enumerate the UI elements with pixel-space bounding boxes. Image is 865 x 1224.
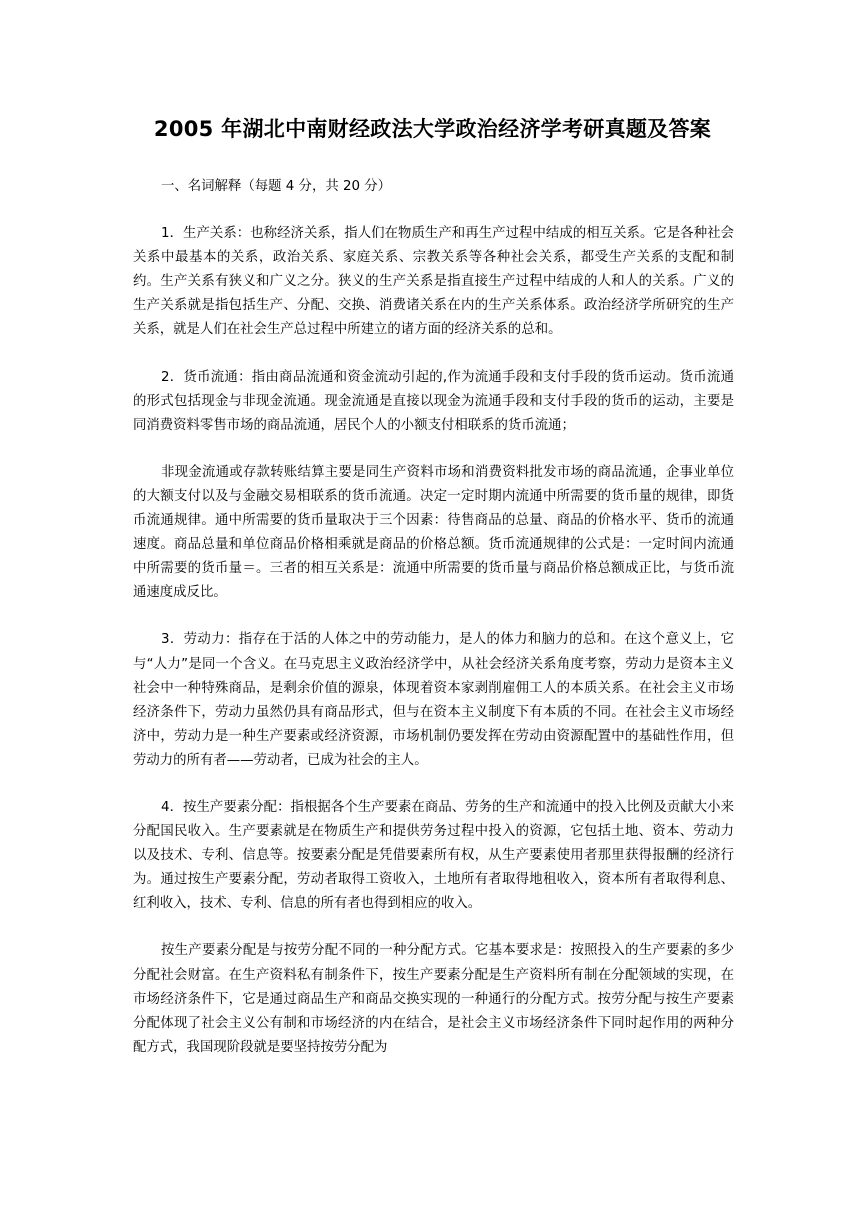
section-heading: 一、名词解释（每题 4 分，共 20 分） [161,179,392,194]
paragraph-production-relations: 1．生产关系：也称经济关系，指人们在物质生产和再生产过程中结成的相互关系。它是各种社会关系中最基本的关系，政治关系、家庭关系、宗教关系等各种社会关系，都受生产关系的支配和制约。生产关系有狭义和广义之分。狭义的生产关系是指直接生产过程中结成的人和人的关系。广义的生产关系就是指包括生产、分配、交换、消费诸关系在内的生产关系体系。政治经济学所研究的生产关系，就是人们在社会生产总过程中所建立的诸方面的经济关系的总和。 [133,226,734,338]
paragraph-non-cash-circulation: 非现金流通或存款转账结算主要是同生产资料市场和消费资料批发市场的商品流通，企事业单位的大额支付以及与金融交易相联系的货币流通。决定一定时期内流通中所需要的货币量的规律，即货币流通规律。通中所需要的货币量取决于三个因素：待售商品的总量、商品的价格水平、货币的流通速度。商品总量和单位商品价格相乘就是商品的价格总额。货币流通规律的公式是：一定时间内流通中所需要的货币量＝。三者的相互关系是：流通中所需要的货币量与商品价格总额成正比，与货币流通速度成反比。 [133,464,734,601]
paragraph-labor-power: 3．劳动力：指存在于活的人体之中的劳动能力，是人的体力和脑力的总和。在这个意义上，它与“人力”是同一个含义。在马克思主义政治经济学中，从社会经济关系角度考察，劳动力是资本主义社会中一种特殊商品，是剩余价值的源泉，体现着资本家剥削雇佣工人的本质关系。在社会主义市场经济条件下，劳动力虽然仍具有商品形式，但与在资本主义制度下有本质的不同。在社会主义市场经济中，劳动力是一种生产要素或经济资源，市场机制仍要发挥在劳动由资源配置中的基础性作用，但劳动力的所有者——劳动者，已成为社会的主人。 [133,632,734,768]
document-title: 2005 年湖北中南财经政法大学政治经济学考研真题及答案 [153,117,712,141]
paragraph-factor-distribution: 4．按生产要素分配：指根据各个生产要素在商品、劳务的生产和流通中的投入比例及贡献大小来分配国民收入。生产要素就是在物质生产和提供劳务过程中投入的资源，它包括土地、资本、劳动力以及技术、专利、信息等。按要素分配是凭借要素所有权，从生产要素使用者那里获得报酬的经济行为。通过按生产要素分配，劳动者取得工资收入，土地所有者取得地租收入，资本所有者取得利息、红利收入，技术、专利、信息的所有者也得到相应的收入。 [133,799,734,912]
paragraph-currency-circulation: 2．货币流通：指由商品流通和资金流动引起的,作为流通手段和支付手段的货币运动。货币流通的形式包括现金与非现金流通。现金流通是直接以现金为流通手段和支付手段的货币的运动，主要是同消费资料零售市场的商品流通，居民个人的小额支付相联系的货币流通； [133,369,734,433]
paragraph-factor-distribution-continued: 按生产要素分配是与按劳分配不同的一种分配方式。它基本要求是：按照投入的生产要素的多少分配社会财富。在生产资料私有制条件下，按生产要素分配是生产资料所有制在分配领域的实现，在市场经济条件下，它是通过商品生产和商品交换实现的一种通行的分配方式。按劳分配与按生产要素分配体现了社会主义公有制和市场经济的内在结合，是社会主义市场经济条件下同时起作用的两种分配方式，我国现阶段就是要坚持按劳分配为 [133,943,734,1055]
document-body [133,175,734,1060]
